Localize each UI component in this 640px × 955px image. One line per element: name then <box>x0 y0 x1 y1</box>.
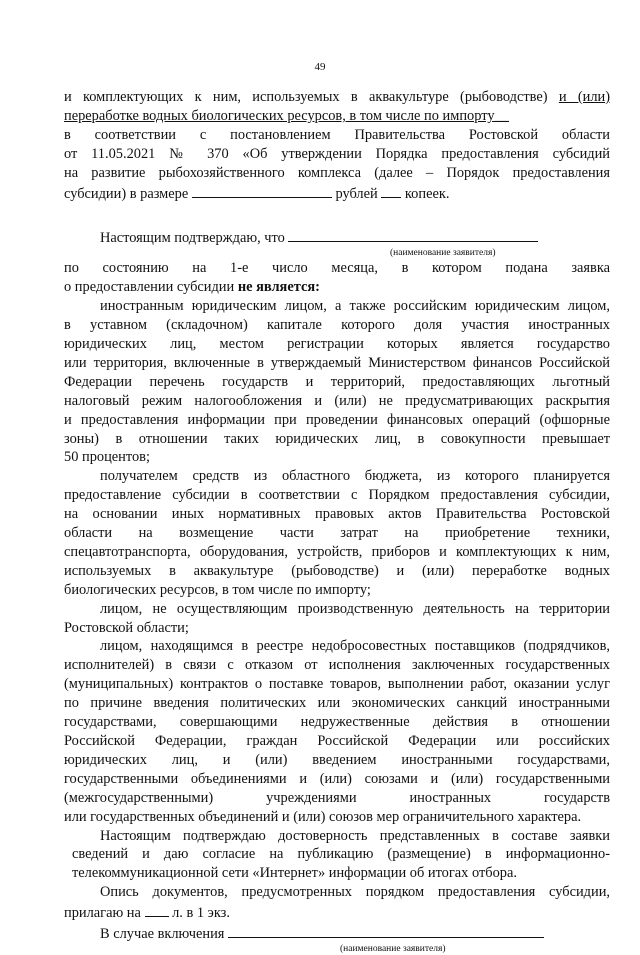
text-fragment: о предоставлении субсидии <box>64 279 238 296</box>
text-line: Российской Федерации, граждан Российской Федерации или российских <box>64 733 610 749</box>
page-count-blank[interactable] <box>145 902 169 917</box>
text-fragment: копеек. <box>401 185 450 202</box>
text-line: используемых в аквакультуре (рыбоводстве) и (или) переработке водных <box>64 562 610 579</box>
text-line <box>64 183 610 204</box>
text-line: лицом, находящимся в реестре недобросовестных поставщиков (подрядчиков, <box>100 638 610 655</box>
field-hint: (наименование заявителя) <box>390 248 496 259</box>
text-line: области на возмещение части затрат на приобретение техники, <box>64 525 610 542</box>
text-line: или территория, включенные в утверждаемый Министерством финансов Российской <box>64 354 610 371</box>
text-fragment: субсидии) в размере <box>64 185 192 202</box>
text-fragment: Настоящим подтверждаю, что <box>100 230 285 247</box>
text-line: иностранным юридическим лицом, а также российским юридическим лицом, <box>100 298 610 315</box>
text-line: сведений и даю согласие на публикацию (размещение) в информационно- <box>72 846 610 863</box>
text-line: Ростовской области; <box>64 619 189 636</box>
text-line: налоговый режим налогообложения и (или) не предусматривающих раскрытия <box>64 392 610 409</box>
text-fragment: и комплектующих к ним, используемых в аквакультуре (рыбоводстве) <box>64 89 559 105</box>
text-line: исполнителей) в связи с отказом от исполнения заключенных государственных <box>64 657 610 674</box>
applicant-name-blank[interactable] <box>288 227 538 242</box>
underlined-text: и (или) <box>558 89 611 105</box>
text-line: на основании иных нормативных правовых актов Правительства Ростовской <box>64 506 610 523</box>
text-line: спецавтотранспорта, оборудования, устройств, приборов и комплектующих к ним, <box>64 543 610 560</box>
text-line: 50 процентов; <box>64 449 150 466</box>
text-line: по причине введения политических или экономических санкций иностранными <box>64 695 610 712</box>
underlined-line: переработке водных биологических ресурсов, в том числе по импорту__ <box>64 107 509 124</box>
amount-rubles-blank[interactable] <box>192 183 332 198</box>
text-line: государствами, совершающими недружественные действия в отношении <box>64 714 610 731</box>
text-line: (межгосударственными) учреждениями иностранных государств <box>64 789 610 806</box>
bold-text: не является: <box>237 279 320 296</box>
text-line: (муниципальных) контрактов о поставке товаров, выполнении работ, оказании услуг <box>64 676 610 693</box>
text-line: или государственных объединений и (или) союзов мер ограничительного характера. <box>64 808 582 825</box>
text-line: получателем средств из областного бюджета, из которого планируется <box>100 468 610 485</box>
page-number: 49 <box>314 61 326 73</box>
text-line <box>64 902 610 923</box>
text-line: юридических лиц, местом регистрации которых является государство <box>64 335 610 352</box>
text-line: в соответствии с постановлением Правительства Ростовской области <box>64 126 610 143</box>
text-fragment: В случае включения <box>100 926 225 943</box>
text-line: предоставление субсидии в соответствии с Порядком предоставления субсидии, <box>64 487 610 504</box>
field-hint: (наименование заявителя) <box>340 943 446 954</box>
text-line <box>64 923 610 944</box>
text-line: государственными объединениями и (или) союзами и (или) государственными <box>64 770 610 787</box>
text-line: юридических лиц, и (или) введением иностранными государствами, <box>64 751 610 768</box>
text-line: от 11.05.2021 № 370 «Об утверждении Порядка предоставления субсидий <box>64 145 610 162</box>
text-line: Опись документов, предусмотренных порядком предоставления субсидии, <box>100 884 610 901</box>
applicant-name-blank-2[interactable] <box>228 923 544 938</box>
amount-kopecks-blank[interactable] <box>381 183 401 198</box>
text-line: и предоставления информации при проведении финансовых операций (офшорные <box>64 411 610 428</box>
text-line: Федерации перечень государств и территорий, предоставляющих льготный <box>64 373 610 390</box>
text-line: на развитие рыбохозяйственного комплекса (далее – Порядок предоставления <box>64 164 610 181</box>
text-fragment: л. в 1 экз. <box>168 905 230 922</box>
text-line: зоны) в отношении таких юридических лиц, в совокупности превышает <box>64 430 610 447</box>
text-line: по состоянию на 1-е число месяца, в котором подана заявка <box>64 260 610 277</box>
text-fragment: прилагаю на <box>64 905 145 922</box>
text-line: телекоммуникационной сети «Интернет» информации об итогах отбора. <box>72 865 517 882</box>
text-line: в уставном (складочном) капитале которого доля участия иностранных <box>64 317 610 334</box>
text-line: Настоящим подтверждаю достоверность представленных в составе заявки <box>100 827 610 844</box>
text-line: лицом, не осуществляющим производственную деятельность на территории <box>100 600 610 617</box>
text-line: биологических ресурсов, в том числе по импорту; <box>64 581 371 598</box>
text-line <box>64 227 610 248</box>
text-line <box>64 88 610 107</box>
text-fragment: рублей <box>331 185 382 202</box>
document-body <box>64 88 610 955</box>
text-line <box>64 278 610 297</box>
